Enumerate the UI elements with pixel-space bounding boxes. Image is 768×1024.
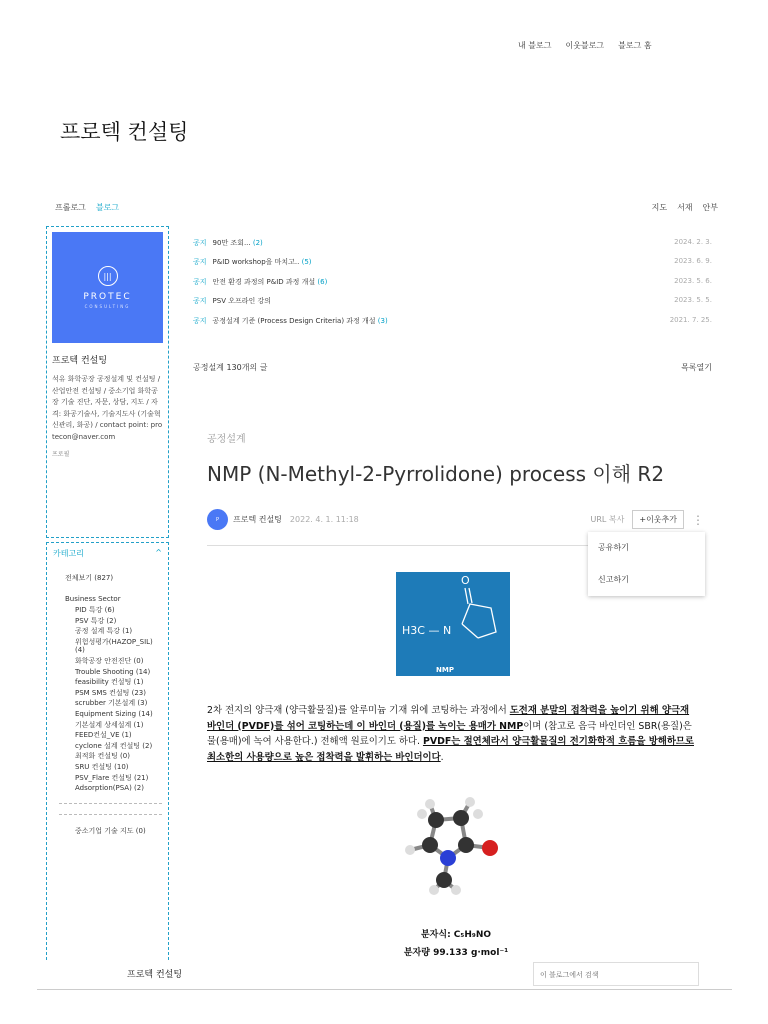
notice-date: 2021. 7. 25. [669, 315, 712, 324]
notice-tag: 공지 [193, 277, 207, 286]
post-category[interactable]: 공정설계 [207, 434, 246, 445]
my-blog-link[interactable]: 내 블로그 [518, 41, 552, 50]
top-navigation [518, 40, 652, 51]
post-count[interactable]: 공정설계 130개의 글 [193, 363, 268, 372]
category-item[interactable]: feasibility 컨설팅 (1) [75, 678, 144, 687]
category-item[interactable]: 기본설계 상세설계 (1) [75, 720, 144, 729]
category-item[interactable]: 화학공장 안전진단 (0) [75, 656, 144, 665]
notice-title[interactable]: PSV 오프라인 강의 [212, 297, 272, 306]
utility-menu [652, 202, 718, 213]
notice-comment-count[interactable]: (3) [377, 316, 388, 325]
category-item[interactable]: SRU 컨설팅 (10) [75, 762, 129, 771]
blog-search-input[interactable]: 이 블로그에서 검색 [533, 962, 699, 986]
notice-tag: 공지 [193, 297, 207, 306]
methyl-label: H3C — N [402, 624, 452, 637]
logo-sub: CONSULTING [84, 304, 131, 309]
notice-list [193, 238, 712, 335]
list-open-button[interactable]: 목록열기 [681, 363, 712, 372]
footer-blog-name[interactable]: 프로텍 컨설팅 [127, 970, 183, 980]
body-text-1: 2차 전지의 양극재 (양극활물질)를 알루미늄 기재 위에 코팅하는 과정에서 [207, 705, 510, 716]
notice-row[interactable] [193, 296, 712, 315]
category-item[interactable]: 중소기업 기술 지도 (0) [75, 826, 146, 835]
blog-title[interactable]: 프로텍 컨설팅 [60, 120, 189, 144]
category-item[interactable]: PSM SMS 컨설팅 (23) [75, 688, 146, 697]
nmp-ball-stick-image [396, 790, 510, 898]
category-item[interactable]: 위험성평가(HAZOP_SIL) (4) [75, 637, 153, 655]
profile-link[interactable]: 프로필 [52, 451, 70, 458]
body-text-2: 이며 (참고로 음극 바인더인 SBR(용질)은 물(용매)에 녹여 사용한다.) 전해액 원료이기도 하다. [207, 720, 692, 747]
category-item[interactable]: PSV 특강 (2) [75, 616, 117, 625]
body-text-3: . [440, 751, 444, 763]
library-link[interactable]: 서재 [677, 203, 693, 212]
notice-title[interactable]: 90만 조회... [212, 239, 251, 247]
notice-date: 2023. 5. 5. [674, 296, 712, 305]
nmp-structure-svg [396, 572, 510, 676]
category-title: 카테고리 [53, 549, 84, 558]
notice-date: 2023. 5. 6. [674, 276, 712, 285]
footer-divider [37, 989, 732, 990]
category-item[interactable]: 최적화 컨설팅 (0) [75, 752, 130, 761]
notice-row[interactable] [193, 277, 712, 296]
category-item[interactable]: PSV_Flare 컨설팅 (21) [75, 773, 149, 782]
category-list [75, 606, 162, 793]
notice-date: 2024. 2. 3. [674, 238, 712, 246]
neighbor-blog-link[interactable]: 이웃블로그 [565, 41, 605, 50]
report-menu-item[interactable]: 신고하기 [598, 575, 629, 584]
add-neighbor-button[interactable]: +이웃추가 [632, 510, 684, 529]
profile-name: 프로텍 컨설팅 [52, 356, 108, 366]
more-options-icon[interactable]: ⋮ [692, 512, 704, 527]
category-item[interactable]: PID 특강 (6) [75, 606, 115, 614]
post-title: NMP (N-Methyl-2-Pyrrolidone) process 이해 R2 [207, 462, 665, 486]
nmp-label: NMP [436, 666, 454, 674]
post-meta [207, 509, 704, 530]
notice-title[interactable]: P&ID workshop을 마치고.. [212, 258, 300, 267]
nmp-structure-image [396, 572, 510, 676]
map-link[interactable]: 지도 [651, 203, 668, 212]
chevron-up-icon[interactable]: ^ [155, 548, 162, 557]
category-item[interactable]: Equipment Sizing (14) [75, 709, 153, 718]
blog-home-link[interactable]: 블로그 홈 [618, 41, 652, 50]
blog-tabs [55, 202, 119, 213]
category-item[interactable]: Adsorption(PSA) (2) [75, 784, 144, 793]
category-item[interactable]: Trouble Shooting (14) [75, 667, 151, 676]
category-divider [59, 803, 162, 804]
category-item[interactable]: FEED컨설_VE (1) [75, 731, 132, 740]
molecular-weight: 분자량 99.133 g·mol⁻¹ [403, 948, 509, 958]
notice-title[interactable]: 안전 환경 과정의 P&ID 과정 개설 [212, 277, 316, 286]
tab-prologue[interactable]: 프롤로그 [55, 203, 86, 212]
profile-description: 석유 화학공장 공정설계 및 컨설팅 / 산업안전 컨설팅 / 중소기업 화학공장 기술 진단, 자문, 상담, 지도 / 자격: 화공기술사, 기술지도사 (기술혁신관리, 화공) / contact point: protecon@naver.com [52, 375, 163, 441]
tab-blog[interactable]: 블로그 [95, 203, 120, 212]
notice-title[interactable]: 공정설계 기준 (Process Design Criteria) 과정 개설 [212, 316, 376, 325]
profile-logo[interactable] [52, 232, 163, 343]
notice-tag: 공지 [193, 239, 207, 247]
share-menu-item[interactable]: 공유하기 [598, 543, 629, 552]
notice-row[interactable] [193, 257, 712, 276]
notice-row[interactable] [193, 238, 712, 257]
molecular-formula: 분자식: C₅H₉NO [420, 930, 492, 940]
notice-comment-count[interactable]: (5) [301, 258, 312, 267]
category-divider [59, 814, 162, 815]
body-emphasis-2: PVDF는 절연체라서 양극활물질의 전기화학적 흐름을 방해하므로 최소한의 사용량으로 높은 접착력을 발휘하는 바인더이다 [207, 736, 694, 763]
post-author[interactable]: 프로텍 컨설팅 [233, 515, 282, 524]
notice-date: 2023. 6. 9. [674, 257, 712, 266]
post-date: 2022. 4. 1. 11:18 [289, 515, 359, 524]
guestbook-link[interactable]: 안부 [702, 203, 718, 212]
profile-box [46, 226, 169, 538]
category-header[interactable] [53, 548, 162, 559]
category-item[interactable]: 공정 설계 특강 (1) [75, 627, 133, 636]
category-group[interactable]: Business Sector [65, 595, 121, 603]
oxygen-label: O [461, 574, 470, 587]
body-emphasis-1: 도전재 분말의 접착력을 높이기 위해 양극재 바인더 (PVDF)를 섞어 코팅하는데 이 바인더 (용질)를 녹이는 용매가 NMP [207, 705, 690, 732]
logo-mark-icon: ||| [98, 266, 118, 286]
category-item[interactable]: scrubber 기본설계 (3) [75, 699, 148, 708]
notice-tag: 공지 [193, 316, 207, 325]
avatar[interactable]: P [207, 509, 228, 530]
post-body [207, 703, 700, 765]
category-all[interactable]: 전체보기 (827) [65, 574, 114, 582]
category-box [46, 542, 169, 960]
logo-brand: PROTEC [83, 292, 132, 302]
notice-comment-count[interactable]: (6) [317, 277, 328, 286]
notice-comment-count[interactable]: (2) [252, 239, 263, 247]
notice-row[interactable] [193, 316, 712, 335]
notice-tag: 공지 [193, 258, 207, 267]
more-options-menu [588, 532, 705, 596]
url-copy-button[interactable]: URL 복사 [590, 515, 625, 524]
category-item[interactable]: cyclone 설계 컨설팅 (2) [75, 741, 153, 750]
